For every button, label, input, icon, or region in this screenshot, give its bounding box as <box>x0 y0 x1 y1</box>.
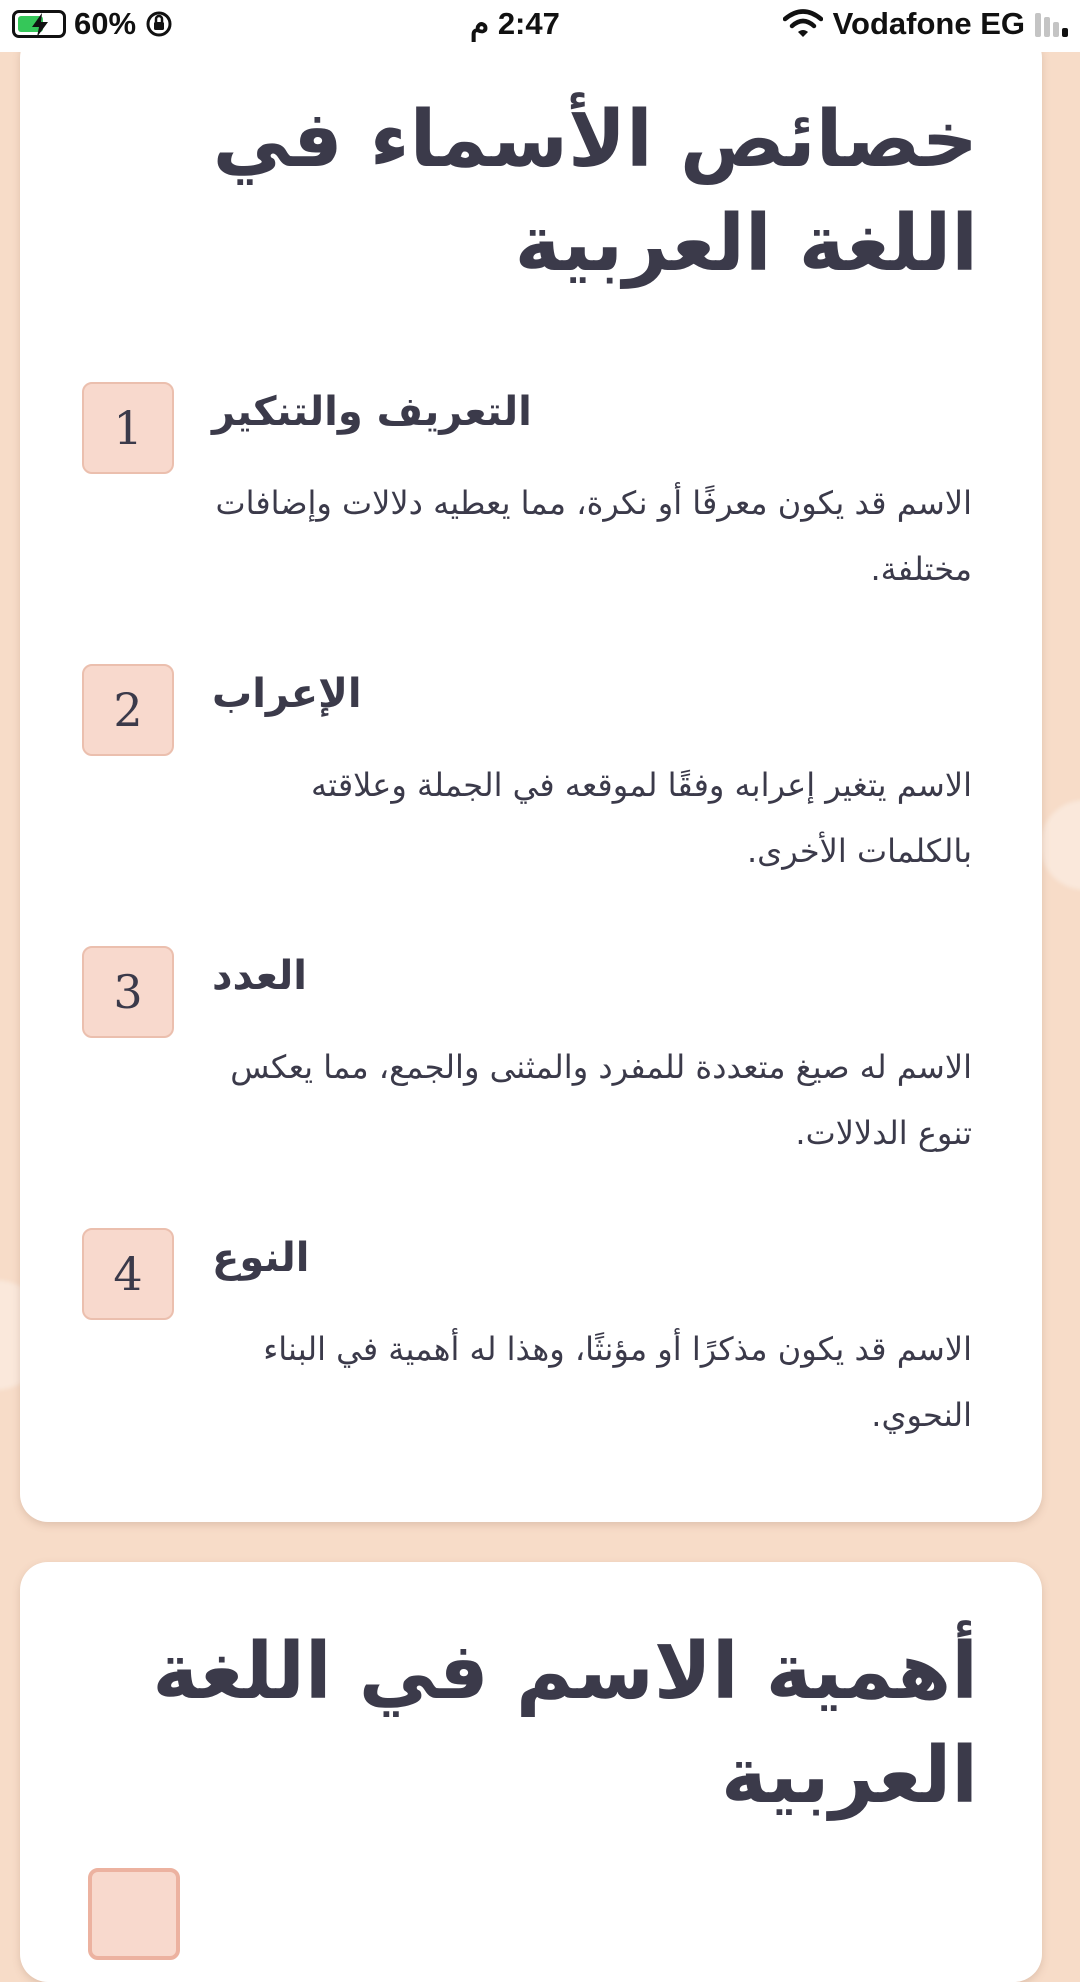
item-title: النوع <box>212 1235 310 1281</box>
list-item <box>82 946 982 1186</box>
item-title: الإعراب <box>212 671 362 717</box>
section-title: خصائص الأسماء في اللغة العربية <box>212 95 978 289</box>
list-item <box>82 382 982 622</box>
list-item <box>82 664 982 904</box>
orientation-lock-icon <box>144 9 174 39</box>
item-title: العدد <box>212 953 307 999</box>
item-title: التعريف والتنكير <box>212 389 532 435</box>
item-description: الاسم قد يكون معرفًا أو نكرة، مما يعطيه دلالات وإضافات مختلفة. <box>215 484 972 588</box>
wifi-icon <box>783 9 823 39</box>
status-bar <box>0 0 1080 52</box>
number-badge: 1 <box>82 382 174 474</box>
status-time: 2:47 م <box>470 6 560 41</box>
number-badge <box>88 1868 180 1960</box>
signal-bar <box>1062 28 1068 37</box>
number-badge: 2 <box>82 664 174 756</box>
item-description: الاسم له صيغ متعددة للمفرد والمثنى والجمع، مما يعكس تنوع الدلالات. <box>230 1048 972 1152</box>
signal-bar <box>1053 22 1059 37</box>
section-title: أهمية الاسم في اللغة العربية <box>152 1627 978 1821</box>
item-description: الاسم يتغير إعرابه وفقًا لموقعه في الجملة وعلاقته بالكلمات الأخرى. <box>311 766 972 870</box>
signal-bar <box>1044 17 1050 37</box>
carrier-name: Vodafone EG <box>832 6 1025 41</box>
battery-icon <box>12 10 66 38</box>
background-decoration <box>1040 800 1080 890</box>
importance-card <box>20 1562 1042 1982</box>
cellular-signal-icon <box>1035 11 1068 37</box>
number-badge: 4 <box>82 1228 174 1320</box>
characteristics-card <box>20 30 1042 1522</box>
status-right <box>783 6 1068 42</box>
status-left <box>12 6 174 42</box>
battery-percent: 60% <box>74 6 137 41</box>
charging-bolt-icon <box>29 12 51 38</box>
signal-bar <box>1035 13 1041 37</box>
item-description: الاسم قد يكون مذكرًا أو مؤنثًا، وهذا له أهمية في البناء النحوي. <box>263 1330 972 1434</box>
number-badge: 3 <box>82 946 174 1038</box>
list-item <box>82 1228 982 1468</box>
